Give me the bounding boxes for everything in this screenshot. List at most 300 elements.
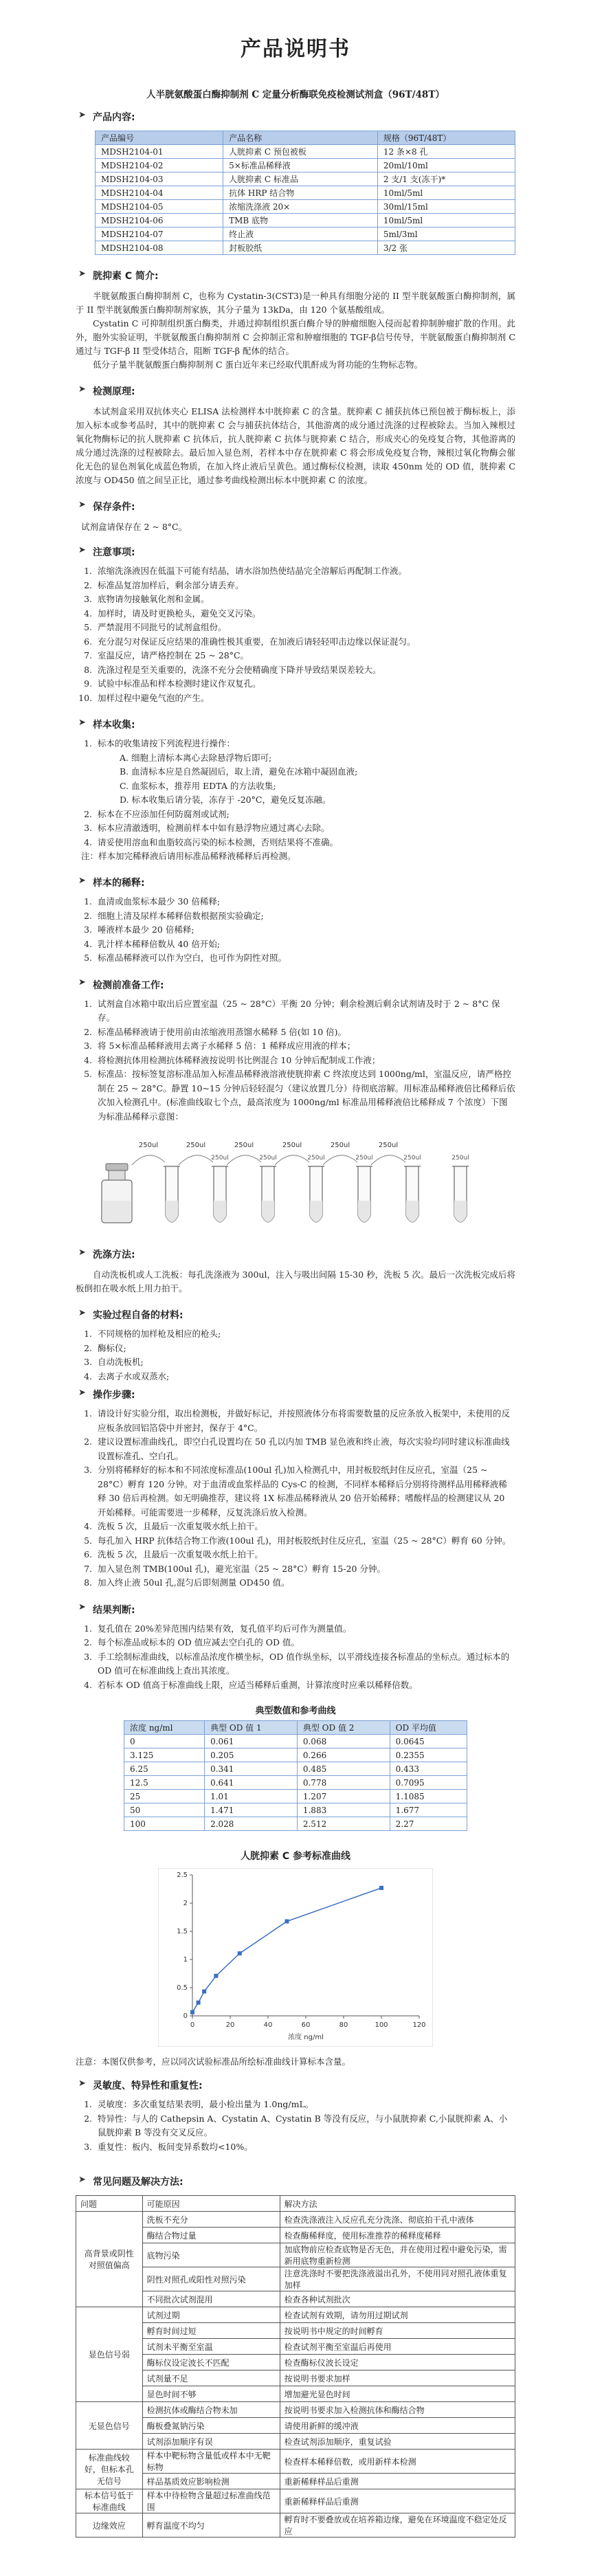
list-item: 5. 标准品稀释液可以作为空白，也可作为阴性对照。 [95, 951, 515, 966]
notes-list [76, 564, 515, 705]
table-cell: MDSH2104-02 [96, 159, 223, 173]
problem-cell: 标本信号低于标准曲线 [76, 2489, 143, 2513]
section-heading-materials [80, 1308, 515, 1322]
diluent-volume-label: 250ul [259, 1155, 277, 1162]
arrow-bullet-icon [80, 722, 86, 728]
arrow-bullet-icon [80, 981, 86, 988]
list-item: 9. 试验中标准品和样本检测时建议作双复孔。 [95, 677, 515, 691]
wash-paragraph: 自动洗板机或人工洗板：每孔洗涤液为 300ul，注入与吸出间隔 15-30 秒，洗板 5 次。最后一次洗板完成后将板倒扣在吸水纸上用力拍干。 [76, 1269, 515, 1293]
table-cell: 10ml/5ml [377, 214, 515, 227]
data-point [202, 1989, 206, 1993]
table-row [96, 145, 515, 159]
table-cell: 100 [124, 1817, 205, 1831]
section-heading-intro [80, 269, 515, 282]
table-cell: 孵育温度不均匀 [142, 2513, 280, 2538]
sample-types-list [76, 751, 515, 808]
table-row [76, 2355, 515, 2370]
section-heading-storage [80, 500, 515, 513]
list-item: 3. 重复性：板内、板间变异系数均<10%。 [95, 2140, 515, 2155]
table-row [124, 1776, 467, 1790]
principle-paragraph: 本试剂盒采用双抗体夹心 ELISA 法检测样本中胱抑素 C 的含量。胱抑素 C 捕获抗体已预包被于酶标板上，添加入标本或参考品时，其中的胱抑素 C 会与捕获抗体结合，其他游离的成分通过洗涤的过程被除去。当加入辣根过氧化物酶标记的抗人胱抑素 C 抗体后，抗人胱抑素 C 抗体与胱抑素 C 结合，形成夹心的免疫复合物，其他游离的成分通过洗涤的过程被除去。最后加入显色剂，若样本中存在胱抑素 C 将会形成免疫复合物，辣根过氧化物酶会催化无色的显色剂氧化成蓝色物质，在加入终止液后呈黄色。通过酶标仪检测，读取 450nm 处的 OD 值，胱抑素 C 浓度与 OD450 值之间呈正比，通过参考曲线检测出标本中胱抑素 C 的浓度。 [76, 406, 515, 485]
column-header: 典型 OD 值 1 [205, 1721, 298, 1735]
section-title: 结果判断: [93, 1604, 135, 1616]
chart-note: 注意：本图仅供参考，应以同次试验标准品所绘标准曲线计算标本含量。 [76, 2056, 351, 2067]
table-cell: 1.207 [297, 1790, 390, 1803]
problem-cell: 边缘效应 [76, 2513, 143, 2538]
column-header: 产品编号 [96, 131, 223, 145]
list-item: 6. 洗板 5 次，且最后一次重复吸水纸上拍干。 [95, 1548, 515, 1562]
x-axis-label: 浓度 ng/ml [288, 2034, 324, 2041]
table-cell: 孵育时不要叠放或在培养箱边缘，避免在环境温度不稳定处反应 [280, 2513, 515, 2538]
table-row [76, 2418, 515, 2434]
arrow-bullet-icon [80, 880, 86, 886]
x-tick-label: 80 [339, 2021, 348, 2029]
section-heading-faq [80, 2175, 515, 2188]
table-cell: 检测抗体或酶结合物未加 [142, 2402, 280, 2418]
column-header: OD 平均值 [390, 1721, 467, 1735]
column-header: 产品名称 [223, 131, 378, 145]
table-cell: 检查酶稀释度，使用标准推荐的稀释度稀释 [280, 2228, 515, 2243]
table-row [76, 2291, 515, 2307]
document-subtitle: 人半胱氨酸蛋白酶抑制剂 C 定量分析酶联免疫检测试剂盒（96T/48T） [146, 89, 445, 100]
table-cell: 0.485 [297, 1762, 390, 1776]
list-item: 2. 标准品复溶加样后，剩余部分请丢弃。 [95, 579, 515, 593]
transfer-arrow [371, 1155, 405, 1165]
section-title: 实验过程自备的材料: [93, 1310, 183, 1321]
table-cell: 注意洗涤时不要把洗涤液溢出孔外，不使用同对照孔液体重复加样 [280, 2267, 515, 2291]
table-cell: 样本中靶标物含量低或样本中无靶标物 [142, 2450, 280, 2474]
list-item: 2. 细胞上清及尿样本稀释倍数根据预实验确定; [95, 909, 515, 924]
table-cell: MDSH2104-06 [96, 214, 223, 227]
table-row [124, 1735, 467, 1748]
table-cell: 6.25 [124, 1762, 205, 1776]
list-item: 3. 底物请勿接触氧化剂和金属。 [95, 592, 515, 607]
y-tick-label: 1 [183, 1956, 188, 1964]
table-cell: TMB 底物 [223, 214, 378, 227]
transfer-volume-label: 250ul [138, 1142, 159, 1149]
y-tick-label: 0.5 [177, 1984, 188, 1992]
section-title: 检测前准备工作: [93, 979, 164, 991]
stock-vial-icon [102, 1164, 132, 1223]
dilution-tube-icon [260, 1166, 276, 1222]
section-heading-notes [80, 545, 515, 559]
table-cell: MDSH2104-08 [96, 241, 223, 255]
list-item: 3. 自动洗板机; [95, 1355, 515, 1370]
section-title: 洗涤方法: [93, 1250, 135, 1261]
table-cell: 酶结合物过量 [142, 2228, 280, 2243]
table-row [76, 2339, 515, 2355]
list-item: 3. 唾液样本最少 20 倍稀释; [95, 923, 515, 937]
list-item: 8. 加入终止液 50ul 孔,混匀后即刻测量 OD450 值。 [95, 1576, 515, 1590]
list-item: 1. 浓缩洗涤液因在低温下可能有结晶，请水浴加热使结晶完全溶解后再配制工作液。 [95, 564, 515, 579]
problem-cell: 无显色信号 [76, 2402, 143, 2450]
table-cell: 显色时间不够 [142, 2386, 280, 2402]
list-item: 5. 严禁混用不同批号的试剂盒组份。 [95, 621, 515, 635]
dilution-tube-icon [308, 1166, 324, 1222]
table-cell: 洗板不充分 [142, 2212, 280, 2228]
table-row [76, 2243, 515, 2267]
table-cell: MDSH2104-07 [96, 227, 223, 241]
table-row [76, 2402, 515, 2418]
table-row [96, 214, 515, 227]
list-item: 8. 洗涤过程是至关重要的，洗涤不充分会使精确度下降并导致结果误差较大。 [95, 663, 515, 678]
reference-values-table [124, 1720, 467, 1831]
prep-list [76, 997, 515, 1124]
table-cell: 检查酶标仪波长设定 [280, 2355, 515, 2370]
y-tick-label: 2 [183, 1900, 188, 1907]
reference-table-caption: 典型数值和参考曲线 [255, 1706, 336, 1716]
section-title: 胱抑素 C 简介: [93, 271, 159, 282]
list-item: C. 血浆标本，推荐用 EDTA 的方法收集; [120, 780, 276, 791]
transfer-arrow [179, 1155, 213, 1165]
table-cell: 12 条×8 孔 [377, 145, 515, 159]
table-row [124, 1762, 467, 1776]
table-cell: 0.061 [205, 1735, 298, 1748]
list-item: 2. 每个标准品或标本的 OD 值应减去空白孔的 OD 值。 [95, 1636, 515, 1650]
x-tick-label: 120 [412, 2021, 426, 2029]
table-cell: 1.677 [390, 1803, 467, 1817]
table-cell: 试剂未平衡至室温 [142, 2339, 280, 2355]
section-title: 样本收集: [93, 720, 135, 731]
table-cell: 试剂量不足 [142, 2370, 280, 2386]
table-cell: 抗体 HRP 结合物 [223, 186, 378, 200]
list-item: 1. 试剂盒自冰箱中取出后应置室温（25 ~ 28°C）平衡 20 分钟；剩余检测后剩余试剂请及时于 2 ~ 8°C 保存。 [95, 997, 515, 1025]
table-row [96, 241, 515, 255]
table-row [96, 159, 515, 173]
list-item: 4. 乳汁样本稀释倍数从 40 倍开始; [95, 937, 515, 952]
section-title: 常见问题及解决方法: [93, 2177, 183, 2188]
table-cell: 检查洗涤液注入反应孔充分洗涤、彻底拍干孔中液体 [280, 2212, 515, 2228]
table-cell: 加底物前应检查底物是否无色，并在使用过程中避免污染，需新用底物重新检测 [280, 2243, 515, 2267]
list-item: 1. 灵敏度：多次重复结果表明，最小检出量为 1.0ng/mL。 [95, 2098, 515, 2112]
table-row [76, 2323, 515, 2339]
troubleshooting-table [76, 2195, 515, 2538]
section-heading-wash [80, 1247, 515, 1261]
list-item: D. 标本收集后请分装，冻存于 -20°C，避免反复冻融。 [120, 795, 331, 805]
list-item: 5. 标准品：按标签复溶标准品加入标准品稀释液溶液使胱抑素 C 终浓度达到 1000ng/ml，室温反应，请严格控制在 25 ~ 28°C。静置 10~15 分钟后轻轻混匀（建议放置几分）待彻底溶解。用标准品稀释液倍比稀释后依次加入检测孔中。(标准曲线取七个点，最高浓度为 1000ng/ml 标准品用稀释液倍比稀释成 7 个浓度）下图为标准品稀释示意图： [95, 1067, 515, 1124]
table-cell: MDSH2104-05 [96, 200, 223, 214]
column-header: 典型 OD 值 2 [297, 1721, 390, 1735]
transfer-volume-label: 250ul [186, 1142, 206, 1149]
arrow-bullet-icon [80, 1606, 86, 1612]
section-heading-results [80, 1603, 515, 1617]
list-item: 3. 标本应清澈透明，检测前样本中如有悬浮物应通过离心去除。 [95, 821, 515, 836]
table-row [124, 1748, 467, 1762]
table-cell: 检查各种试剂批次 [280, 2291, 515, 2307]
transfer-arrow [227, 1155, 261, 1165]
sensitivity-list [76, 2098, 515, 2154]
table-cell: 0.433 [390, 1762, 467, 1776]
table-row [96, 200, 515, 214]
intro-paragraph: Cystatin C 可抑制组织蛋白酶类，并通过抑制组织蛋白酶介导的肿瘤细胞入侵而起着抑制肿瘤扩散的作用。此外，胞外实验证明，半胱氨酸蛋白酶抑制剂 C 会抑制正常和肿瘤细胞的 TGF-β信号传导，半胱氨酸蛋白酶抑制剂 C 通过与 TGF-β II 型受体结合，阻断 TGF-β 配体的结合。 [76, 318, 515, 356]
data-point [190, 2010, 194, 2014]
table-cell: 酶标仪设定波长不匹配 [142, 2355, 280, 2370]
table-cell: 底物污染 [142, 2243, 280, 2267]
list-item: 1. 复孔值在 20%差异范围内结果有效，复孔值平均后可作为测量值。 [95, 1622, 515, 1636]
table-cell: 2 支/1 支(冻干)* [377, 173, 515, 186]
table-cell: 阴性对照孔或阳性对照污染 [142, 2267, 280, 2291]
document-title: 产品说明书 [241, 37, 350, 61]
standard-curve-chart [158, 1868, 433, 2047]
section-title: 保存条件: [93, 502, 135, 513]
dilution-tube-icon [164, 1166, 180, 1222]
transfer-volume-label: 250ul [282, 1142, 302, 1149]
section-title: 样本的稀释: [93, 878, 145, 889]
arrow-bullet-icon [80, 2179, 86, 2185]
table-cell: 0.641 [205, 1776, 298, 1790]
section-title: 灵敏度、特异性和重复性: [93, 2080, 203, 2091]
transfer-volume-label: 250ul [234, 1142, 254, 1149]
transfer-arrow [132, 1155, 165, 1165]
list-item: A. 细胞上清标本离心去除悬浮物后即可; [120, 752, 272, 763]
table-row [76, 2434, 515, 2450]
transfer-arrow [323, 1155, 357, 1165]
diluent-volume-label: 250ul [451, 1155, 469, 1162]
list-item: 5. 每孔加入 HRP 抗体结合物工作液(100ul 孔)，用封板胶纸封住反应孔，室温（25 ~ 28°C）孵育 60 分钟。 [95, 1534, 515, 1548]
section-heading-principle [80, 384, 515, 398]
table-row [124, 1790, 467, 1803]
table-cell: MDSH2104-04 [96, 186, 223, 200]
table-cell: MDSH2104-03 [96, 173, 223, 186]
intro-paragraph: 低分子量半胱氨酸蛋白酶抑制剂 C 蛋白近年来已经取代肌酐成为肾功能的生物标志物。 [93, 359, 423, 370]
list-item: 7. 加入显色剂 TMB(100ul 孔)，避光室温（25 ~ 28°C）孵育 15-20 分钟。 [95, 1562, 515, 1577]
list-item: 10. 加样过程中避免气泡的产生。 [95, 691, 515, 706]
section-title: 产品内容: [93, 112, 135, 123]
list-item: 2. 特异性：与人的 Cathepsin A、Cystatin A、Cystatin B 等没有反应，与小鼠胱抑素 C,小鼠胱抑素 A、小鼠胱抑素 B 等没有交叉反应。 [95, 2112, 515, 2140]
problem-cell: 显色信号弱 [76, 2307, 143, 2402]
table-cell: 25 [124, 1790, 205, 1803]
table-cell: 检查样本稀释倍数，或用新样本检测 [280, 2450, 515, 2474]
table-cell: 0.2355 [390, 1748, 467, 1762]
table-cell: 样本中待检物含量超过标准曲线范围 [142, 2489, 280, 2513]
table-row [76, 2386, 515, 2402]
list-item: 6. 充分混匀对保证反应结果的准确性极其重要，在加液后请轻轻叩击边缘以保证混匀。 [95, 635, 515, 649]
table-cell: 30ml/15ml [377, 200, 515, 214]
chart-title: 人胱抑素 C 参考标准曲线 [240, 1851, 351, 1862]
table-row [96, 186, 515, 200]
table-row [76, 2307, 515, 2323]
table-cell: 2.27 [390, 1817, 467, 1831]
table-cell: 增加避光显色时间 [280, 2386, 515, 2402]
table-cell: 0.0645 [390, 1735, 467, 1748]
arrow-bullet-icon [80, 504, 86, 510]
list-item: 1. 不同规格的加样枪及相应的枪头; [95, 1327, 515, 1342]
table-cell: 2.512 [297, 1817, 390, 1831]
table-row [124, 1817, 467, 1831]
x-tick-label: 100 [375, 2021, 388, 2029]
column-header: 可能原因 [142, 2196, 280, 2212]
dilution-tube-icon [452, 1166, 469, 1222]
section-heading-sensitivity [80, 2078, 515, 2092]
column-header: 解决方法 [280, 2196, 515, 2212]
arrow-bullet-icon [80, 1312, 86, 1318]
table-row [76, 2370, 515, 2386]
chart-frame [158, 1868, 433, 2047]
table-cell: 1.883 [297, 1803, 390, 1817]
storage-text: 试剂盒请保存在 2 ~ 8°C。 [81, 522, 188, 532]
list-item: 3. 将 5×标准品稀释液用去离子水稀释 5 倍：1 稀释成应用液的样本； [95, 1039, 515, 1054]
table-row [76, 2513, 515, 2538]
problem-cell: 标准曲线较好，但标本孔无信号 [76, 2450, 143, 2489]
materials-list [76, 1327, 515, 1384]
list-item: 2. 建议设置标准曲线孔，即空白孔设置均在 50 孔以内加 TMB 显色液和终止液，每次实验均同时建议标准曲线设置标准孔、空白孔。 [95, 1435, 515, 1463]
y-tick-label: 1.5 [177, 1928, 188, 1935]
diluent-volume-label: 250ul [211, 1155, 229, 1162]
table-cell: 5ml/3ml [377, 227, 515, 241]
table-row [124, 1803, 467, 1817]
section-title: 操作步骤: [93, 1390, 135, 1401]
table-cell: 请使用新鲜的缓冲液 [280, 2418, 515, 2434]
table-cell: 1.471 [205, 1803, 298, 1817]
table-cell: 3/2 张 [377, 241, 515, 255]
transfer-volume-label: 250ul [378, 1142, 399, 1149]
x-tick-label: 40 [263, 2021, 273, 2029]
table-row [76, 2267, 515, 2291]
data-point [285, 1919, 289, 1923]
table-row [96, 173, 515, 186]
table-cell: 人胱抑素 C 预包被板 [223, 145, 378, 159]
section-heading-prep [80, 978, 515, 992]
table-row [76, 2489, 515, 2513]
dilution-tube-icon [404, 1166, 421, 1222]
column-header: 问题 [76, 2196, 143, 2212]
data-point [379, 1886, 383, 1890]
table-cell: 0 [124, 1735, 205, 1748]
problem-cell: 高背景或阴性对照值偏高 [76, 2212, 143, 2307]
section-heading-sample [80, 718, 515, 731]
table-cell: MDSH2104-01 [96, 145, 223, 159]
table-cell: 2.028 [205, 1817, 298, 1831]
table-cell: 按说明书要求加入检测抗体和酶结合物 [280, 2402, 515, 2418]
table-header-row [124, 1721, 467, 1735]
table-cell: 人胱抑素 C 标准品 [223, 173, 378, 186]
table-row [76, 2474, 515, 2489]
dilution-tube-icon [212, 1166, 228, 1222]
table-cell: 按说明书中规定的时间孵育 [280, 2323, 515, 2339]
transfer-volume-label: 250ul [330, 1142, 350, 1149]
diluent-volume-label: 250ul [403, 1155, 421, 1162]
table-cell: 10ml/5ml [377, 186, 515, 200]
standard-dilution-diagram [76, 1132, 515, 1235]
table-row [96, 227, 515, 241]
steps-list [76, 1407, 515, 1590]
list-item: 7. 室温反应，请严格控制在 25 ~ 28°C。 [95, 649, 515, 663]
list-item: 4. 将检测抗体用检测抗体稀释液按说明书比例混合 10 分钟后配制成工作液； [95, 1054, 515, 1068]
table-cell: 试剂添加顺序有误 [142, 2434, 280, 2450]
table-cell: 样品基质效应影响检测 [142, 2474, 280, 2489]
data-point [238, 1951, 242, 1955]
table-cell: 20ml/10ml [377, 159, 515, 173]
list-item: B. 血清标本应是自然凝固后，取上清，避免在冰箱中凝固血液; [120, 766, 358, 777]
intro-text [76, 289, 515, 372]
table-cell: 0.778 [297, 1776, 390, 1790]
column-header: 浓度 ng/ml [124, 1721, 205, 1735]
list-item: 4. 请妥使用溶血和血脂较高污染的标本检测，否则结果将不准确。 [95, 836, 515, 850]
list-item: 1. 请设计好实验分组，取出检测板，并做好标记，并按照液体分布将需要数量的反应条放入板架中，未使用的反应板条放回铝箔袋中并密封，保存于 4°C。 [95, 1407, 515, 1435]
table-row [76, 2228, 515, 2243]
section-title: 注意事项: [93, 547, 135, 558]
table-cell: 0.341 [205, 1762, 298, 1776]
table-cell: 3.125 [124, 1748, 205, 1762]
table-cell: 试剂过期 [142, 2307, 280, 2323]
table-cell: 检查试剂添加顺序，重复试验 [280, 2434, 515, 2450]
diluent-volume-label: 250ul [307, 1155, 325, 1162]
table-header-row [76, 2196, 515, 2212]
list-item: 4. 加样时，请及时更换枪头，避免交叉污染。 [95, 607, 515, 621]
table-header-row [96, 131, 515, 145]
table-cell: 浓缩洗涤液 20× [223, 200, 378, 214]
table-cell: 封板胶纸 [223, 241, 378, 255]
arrow-bullet-icon [80, 2083, 86, 2089]
transfer-arrow [275, 1155, 309, 1165]
table-row [76, 2450, 515, 2474]
table-cell: 重新稀释样品后重测 [280, 2489, 515, 2513]
table-cell: 1.01 [205, 1790, 298, 1803]
list-item: 1. 血清或血浆标本最少 30 倍稀释; [95, 895, 515, 909]
table-cell: 检查试剂有效期，请勿用过期试剂 [280, 2307, 515, 2323]
table-cell: 按说明书要求加样 [280, 2370, 515, 2386]
list-item: 4. 去离子水或双蒸水; [95, 1370, 515, 1384]
table-cell: 孵育时间过短 [142, 2323, 280, 2339]
x-tick-label: 20 [225, 2021, 235, 2029]
table-cell: 50 [124, 1803, 205, 1817]
section-heading-contents [80, 110, 515, 124]
list-item: 1. 标本的收集请按下列流程进行操作： [95, 737, 515, 751]
section-heading-dilution [80, 876, 515, 889]
arrow-bullet-icon [80, 1252, 86, 1258]
table-cell: 0.7095 [390, 1776, 467, 1790]
table-cell: 1.1085 [390, 1790, 467, 1803]
table-cell: 0.205 [205, 1748, 298, 1762]
contents-table [95, 131, 515, 255]
data-point [214, 1974, 218, 1978]
diluent-volume-label: 250ul [355, 1155, 373, 1162]
data-point [197, 2001, 201, 2005]
results-list [76, 1622, 515, 1693]
sample-footnote: 注：样本加完稀释液后请用标准品稀释液稀释后再检测。 [81, 851, 296, 861]
column-header: 规格（96T/48T） [377, 131, 515, 145]
sample-notes-list [76, 808, 515, 850]
arrow-bullet-icon [80, 1392, 86, 1398]
arrow-bullet-icon [80, 388, 86, 395]
arrow-bullet-icon [80, 549, 86, 555]
table-cell: 酶板叠氮钠污染 [142, 2418, 280, 2434]
list-item: 4. 若标本 OD 值高于标准曲线上限，应适当稀释后重测，计算浓度时应乘以稀释倍数。 [95, 1678, 515, 1693]
x-tick-label: 60 [301, 2021, 311, 2029]
list-item: 2. 酶标仪; [95, 1342, 515, 1356]
table-cell: 终止液 [223, 227, 378, 241]
intro-paragraph: 半胱氨酸蛋白酶抑制剂 C，也称为 Cystatin-3(CST3)是一种具有细胞分泌的 II 型半胱氨酸蛋白酶抑制剂，属于 II 型半胱氨酸蛋白酶抑制剂家族，其分子量为 13kDa，由 120 个氨基酸组成。 [76, 291, 515, 315]
list-item: 3. 手工绘制标准曲线，以标准品浓度作横坐标，OD 值作纵坐标，以平滑线连接各标准品的坐标点。通过标本的 OD 值可在标准曲线上查出其浓度。 [95, 1650, 515, 1678]
section-title: 检测原理: [93, 386, 135, 397]
arrow-bullet-icon [80, 114, 86, 120]
dilution-list [76, 895, 515, 966]
list-item: 2. 标本在不应添加任何防腐剂或试剂; [95, 808, 515, 822]
y-tick-label: 2.5 [177, 1872, 188, 1879]
x-tick-label: 0 [190, 2021, 195, 2029]
table-cell: 5×标准品稀释液 [223, 159, 378, 173]
table-row [76, 2212, 515, 2228]
y-tick-label: 0 [183, 2012, 188, 2020]
table-cell: 0.266 [297, 1748, 390, 1762]
table-cell: 检查试剂平衡至室温后再使用 [280, 2339, 515, 2355]
list-item: 4. 洗板 5 次，且最后一次重复吸水纸上拍干。 [95, 1520, 515, 1534]
section-heading-steps [80, 1388, 515, 1401]
dilution-tube-icon [356, 1166, 372, 1222]
table-cell: 不同批次试剂混用 [142, 2291, 280, 2307]
list-item: 2. 标准品稀释液请于使用前由浓缩液用蒸馏水稀释 5 倍(如 10 倍)。 [95, 1025, 515, 1040]
table-cell: 12.5 [124, 1776, 205, 1790]
